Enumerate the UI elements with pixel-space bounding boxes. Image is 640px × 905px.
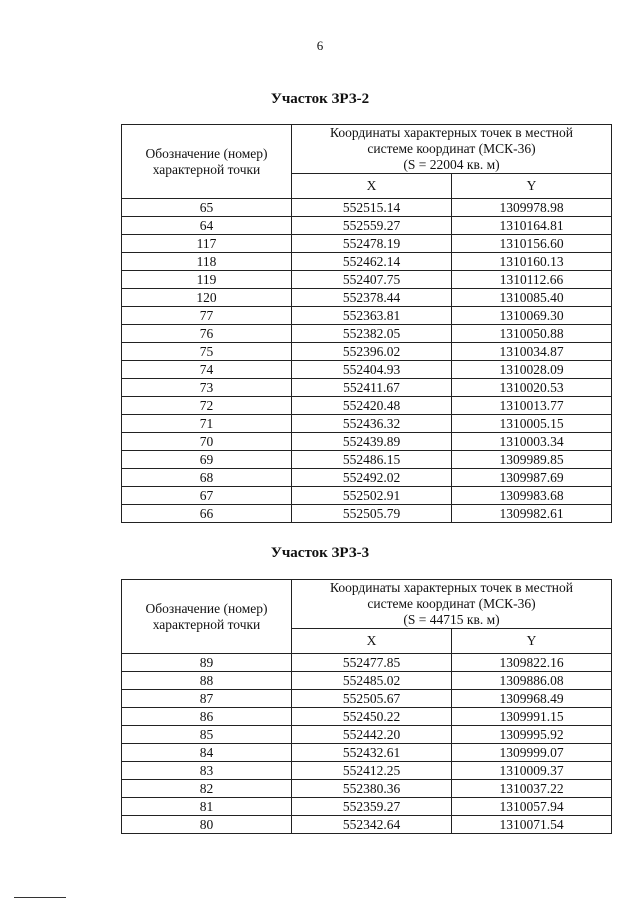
y-coordinate-cell: 1310164.81 [452,217,612,235]
point-number-cell: 83 [122,762,292,780]
y-coordinate-cell: 1310069.30 [452,307,612,325]
y-coordinate-cell: 1310020.53 [452,379,612,397]
table-row [122,433,612,451]
x-coordinate-cell: 552378.44 [292,289,452,307]
table-row [122,505,612,523]
y-coordinate-cell: 1310028.09 [452,361,612,379]
y-coordinate-cell: 1309995.92 [452,726,612,744]
point-number-cell: 72 [122,397,292,415]
point-number-cell: 81 [122,798,292,816]
x-coordinate-cell: 552382.05 [292,325,452,343]
y-coordinate-cell: 1310156.60 [452,235,612,253]
table-row [122,451,612,469]
table-row [122,672,612,690]
table-row [122,708,612,726]
point-number-cell: 120 [122,289,292,307]
y-coordinate-cell: 1309999.07 [452,744,612,762]
x-coordinate-cell: 552420.48 [292,397,452,415]
y-coordinate-cell: 1309982.61 [452,505,612,523]
point-number-cell: 70 [122,433,292,451]
point-number-cell: 117 [122,235,292,253]
section-title-zrz-2: Участок ЗРЗ-2 [270,91,370,107]
x-coordinate-cell: 552396.02 [292,343,452,361]
table-row [122,235,612,253]
designation-header: Обозначение (номер) характерной точки [122,580,292,654]
point-number-cell: 119 [122,271,292,289]
point-number-cell: 76 [122,325,292,343]
y-coordinate-cell: 1309989.85 [452,451,612,469]
y-coordinate-cell: 1310013.77 [452,397,612,415]
table-row [122,654,612,672]
y-coordinate-cell: 1310071.54 [452,816,612,834]
y-coordinate-cell: 1309991.15 [452,708,612,726]
y-coordinate-cell: 1310050.88 [452,325,612,343]
x-coordinate-cell: 552462.14 [292,253,452,271]
x-coordinate-cell: 552502.91 [292,487,452,505]
table-row [122,816,612,834]
x-coordinate-cell: 552486.15 [292,451,452,469]
table-row [122,307,612,325]
x-column-header: X [292,629,452,654]
table-row [122,780,612,798]
x-coordinate-cell: 552515.14 [292,199,452,217]
table-body [122,199,612,523]
point-number-cell: 71 [122,415,292,433]
table-row [122,343,612,361]
y-coordinate-cell: 1309886.08 [452,672,612,690]
table-row [122,361,612,379]
coordinates-header-line-1: Координаты характерных точек в местной [330,125,574,140]
point-number-cell: 88 [122,672,292,690]
x-coordinate-cell: 552505.79 [292,505,452,523]
x-column-header: X [292,174,452,199]
y-coordinate-cell: 1310037.22 [452,780,612,798]
x-coordinate-cell: 552342.64 [292,816,452,834]
y-coordinate-cell: 1310034.87 [452,343,612,361]
y-column-header: Y [452,174,612,199]
coordinates-header [292,125,612,174]
x-coordinate-cell: 552363.81 [292,307,452,325]
x-coordinate-cell: 552359.27 [292,798,452,816]
point-number-cell: 75 [122,343,292,361]
x-coordinate-cell: 552559.27 [292,217,452,235]
table-row [122,199,612,217]
area-label: (S = 22004 кв. м) [403,157,500,172]
table-row [122,469,612,487]
point-number-cell: 89 [122,654,292,672]
coordinates-header-line-2: системе координат (МСК-36) [367,141,536,156]
table-body [122,654,612,834]
point-number-cell: 87 [122,690,292,708]
table-row [122,726,612,744]
y-coordinate-cell: 1310112.66 [452,271,612,289]
y-coordinate-cell: 1310003.34 [452,433,612,451]
y-coordinate-cell: 1310005.15 [452,415,612,433]
y-coordinate-cell: 1310085.40 [452,289,612,307]
table-row [122,217,612,235]
y-coordinate-cell: 1309978.98 [452,199,612,217]
point-number-cell: 73 [122,379,292,397]
x-coordinate-cell: 552485.02 [292,672,452,690]
table-row [122,690,612,708]
x-coordinate-cell: 552439.89 [292,433,452,451]
coordinates-header-line-1: Координаты характерных точек в местной [330,580,574,595]
x-coordinate-cell: 552407.75 [292,271,452,289]
table-row [122,379,612,397]
x-coordinate-cell: 552404.93 [292,361,452,379]
y-column-header: Y [452,629,612,654]
point-number-cell: 77 [122,307,292,325]
x-coordinate-cell: 552411.67 [292,379,452,397]
table-row [122,325,612,343]
point-number-cell: 68 [122,469,292,487]
point-number-cell: 66 [122,505,292,523]
y-coordinate-cell: 1309983.68 [452,487,612,505]
table-row [122,415,612,433]
footnote-divider [14,897,66,898]
table-row [122,253,612,271]
point-number-cell: 84 [122,744,292,762]
coordinates-header [292,580,612,629]
point-number-cell: 118 [122,253,292,271]
coordinates-table-zrz-3 [121,579,612,834]
x-coordinate-cell: 552505.67 [292,690,452,708]
point-number-cell: 86 [122,708,292,726]
point-number-cell: 74 [122,361,292,379]
table-row [122,271,612,289]
x-coordinate-cell: 552478.19 [292,235,452,253]
page-number: 6 [316,38,324,53]
point-number-cell: 67 [122,487,292,505]
y-coordinate-cell: 1309968.49 [452,690,612,708]
x-coordinate-cell: 552436.32 [292,415,452,433]
table-row [122,289,612,307]
x-coordinate-cell: 552450.22 [292,708,452,726]
x-coordinate-cell: 552380.36 [292,780,452,798]
table-row [122,744,612,762]
y-coordinate-cell: 1310009.37 [452,762,612,780]
y-coordinate-cell: 1310057.94 [452,798,612,816]
section-title-zrz-3: Участок ЗРЗ-3 [270,545,370,561]
designation-header: Обозначение (номер) характерной точки [122,125,292,199]
point-number-cell: 69 [122,451,292,469]
area-label: (S = 44715 кв. м) [403,612,500,627]
point-number-cell: 64 [122,217,292,235]
point-number-cell: 65 [122,199,292,217]
y-coordinate-cell: 1309822.16 [452,654,612,672]
x-coordinate-cell: 552432.61 [292,744,452,762]
point-number-cell: 85 [122,726,292,744]
x-coordinate-cell: 552442.20 [292,726,452,744]
point-number-cell: 82 [122,780,292,798]
x-coordinate-cell: 552412.25 [292,762,452,780]
table-row [122,762,612,780]
x-coordinate-cell: 552477.85 [292,654,452,672]
y-coordinate-cell: 1309987.69 [452,469,612,487]
x-coordinate-cell: 552492.02 [292,469,452,487]
table-row [122,798,612,816]
table-row [122,397,612,415]
coordinates-table-zrz-2 [121,124,612,523]
table-row [122,487,612,505]
y-coordinate-cell: 1310160.13 [452,253,612,271]
point-number-cell: 80 [122,816,292,834]
coordinates-header-line-2: системе координат (МСК-36) [367,596,536,611]
